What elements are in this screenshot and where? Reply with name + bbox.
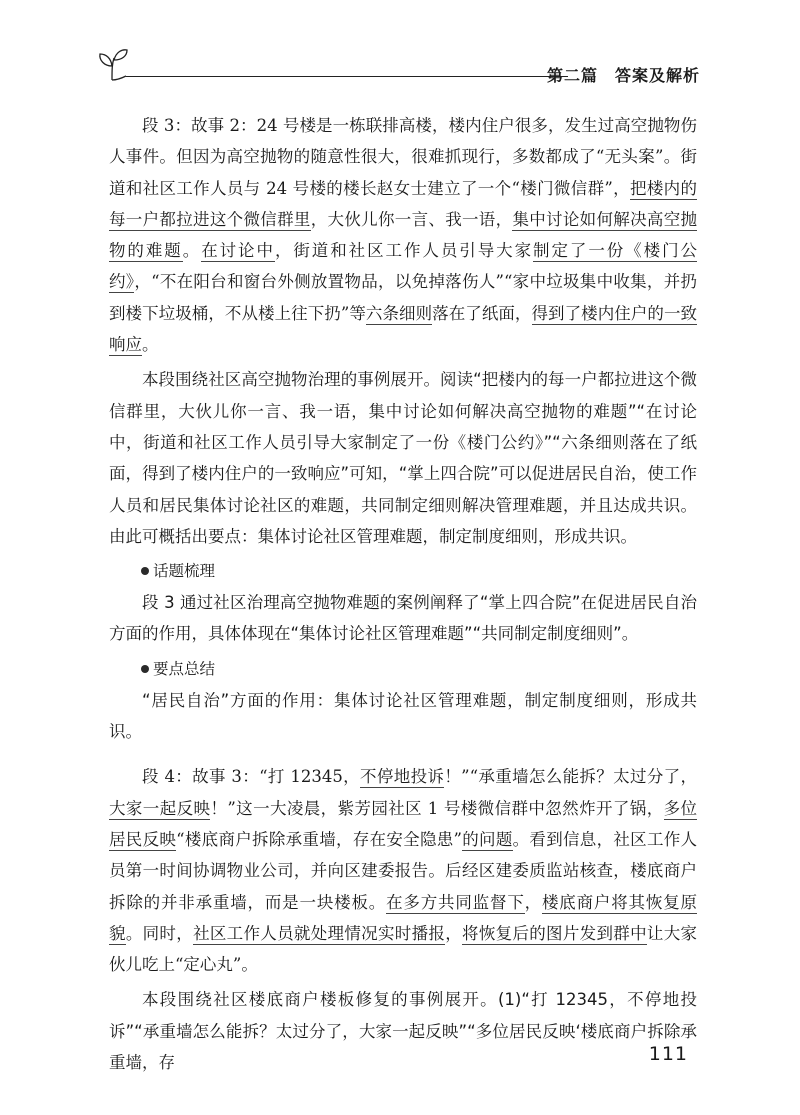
text-run: ，	[524, 892, 542, 912]
page-header	[96, 46, 700, 86]
section4-story	[109, 761, 697, 980]
text-run: 落在了纸面，	[432, 303, 532, 323]
underlined-phrase: 把楼内的每一户都拉进这个微信群里	[109, 178, 697, 229]
underlined-phrase: 多位居民反映	[109, 798, 698, 849]
summary-heading-label: 要点总结	[153, 659, 216, 678]
underlined-phrase: 在讨论中	[201, 241, 275, 261]
underlined-phrase: 不停地投诉	[360, 767, 445, 787]
text-run: 让大家伙儿吃上“定心丸”。	[109, 923, 698, 975]
summary-text: “居民自治”方面的作用：集体讨论社区管理难题，制定制度细则，形成共识。	[109, 690, 697, 742]
page-content	[109, 110, 697, 1078]
topic-heading	[109, 556, 697, 587]
underlined-phrase: 制定了一份《楼门公约》	[109, 241, 698, 292]
text-run: ，大伙儿你一言、我一语，	[310, 209, 513, 229]
underlined-phrase: 楼底商户将其恢复原貌	[109, 892, 698, 943]
text-run: ，街道和社区工作人员引导大家	[274, 241, 534, 261]
underlined-phrase: 在多方共同监督下	[386, 892, 525, 912]
header-title: 第二篇 答案及解析	[546, 66, 700, 85]
text-run: ！”这一大凌晨，紫芳园社区 1 号楼微信群中忽然炸开了锅，	[210, 798, 664, 818]
text-run: ，“不在阳台和窗台外侧放置物品，以免掉落伤人”“家中垃圾集中收集，并扔到楼下垃圾桶，不从楼上往下扔”等	[109, 272, 698, 323]
text-run: 。同时，	[125, 923, 194, 943]
summary-heading	[109, 654, 697, 685]
section3-analysis: 本段围绕社区高空抛物治理的事例展开。阅读“把楼内的每一户都拉进这个微信群里，大伙儿你一言、我一语，集中讨论如何解决高空抛物的难题”“在讨论中，街道和社区工作人员引导大家制定了一份《楼门公约》”“六条细则落在了纸面，得到了楼内住户的一致响应”可知，“掌上四合院”可以促进居民自治，使工作人员和居民集体讨论社区的难题，共同制定细则解决管理难题，并且达成共识。由此可概括出要点：集体讨论社区管理难题，制定制度细则，形成共识。	[109, 370, 697, 546]
text-run: ！”“承重墙怎么能拆？太过分了，	[444, 767, 698, 787]
section4-analysis: 本段围绕社区楼底商户楼板修复的事例展开。(1)“打 12345，不停地投诉”“承重墙怎么能拆？太过分了，大家一起反映”“多位居民反映‘楼底商户拆除承重墙，存	[109, 990, 697, 1073]
text-run: ，	[445, 923, 463, 943]
underlined-phrase: 集中讨论如何解决高空抛物的难题	[109, 209, 698, 261]
bullet-icon	[141, 567, 149, 575]
text-run: “楼底商户拆除承重墙，存在安全隐患”	[176, 829, 462, 849]
page-number: 111	[648, 1043, 688, 1065]
text-run: 段 4：故事 3：“打 12345，	[142, 767, 361, 787]
text-run: 。看到信息，社区工作人员第一时间协调物业公司，并向区建委报告。后经区建委质监站核查，楼底商户拆除的并非承重墙，而是一块楼板。	[109, 829, 698, 912]
underlined-phrase: 社区工作人员就处理情况实时播报	[193, 923, 446, 943]
underlined-phrase: 得到了楼内住户的一致响应	[109, 303, 698, 355]
header-rule	[126, 76, 568, 77]
underlined-phrase: 将恢复后的图片发到群中	[462, 923, 647, 943]
text-run: 。	[142, 335, 159, 355]
underlined-phrase: 的问题	[461, 829, 513, 849]
text-run: 段 3：故事 2：24 号楼是一栋联排高楼，楼内住户很多，发生过高空抛物伤人事件。但因为高空抛物的随意性很大，很难抓现行，多数都成了“无头案”。街道和社区工作人员与 24 号楼的楼长赵女士建立了一个“楼门微信群”，	[109, 116, 697, 198]
text-run: 。	[182, 241, 202, 261]
topic-text: 段 3 通过社区治理高空抛物难题的案例阐释了“掌上四合院”在促进居民自治方面的作用，具体体现在“集体讨论社区管理难题”“共同制定制度细则”。	[109, 593, 697, 644]
sprout-icon	[96, 46, 130, 82]
topic-heading-label: 话题梳理	[153, 562, 216, 581]
bullet-icon	[141, 665, 149, 673]
underlined-phrase: 大家一起反映	[109, 798, 211, 818]
section3-story	[109, 110, 697, 360]
underlined-phrase: 六条细则	[365, 303, 433, 323]
